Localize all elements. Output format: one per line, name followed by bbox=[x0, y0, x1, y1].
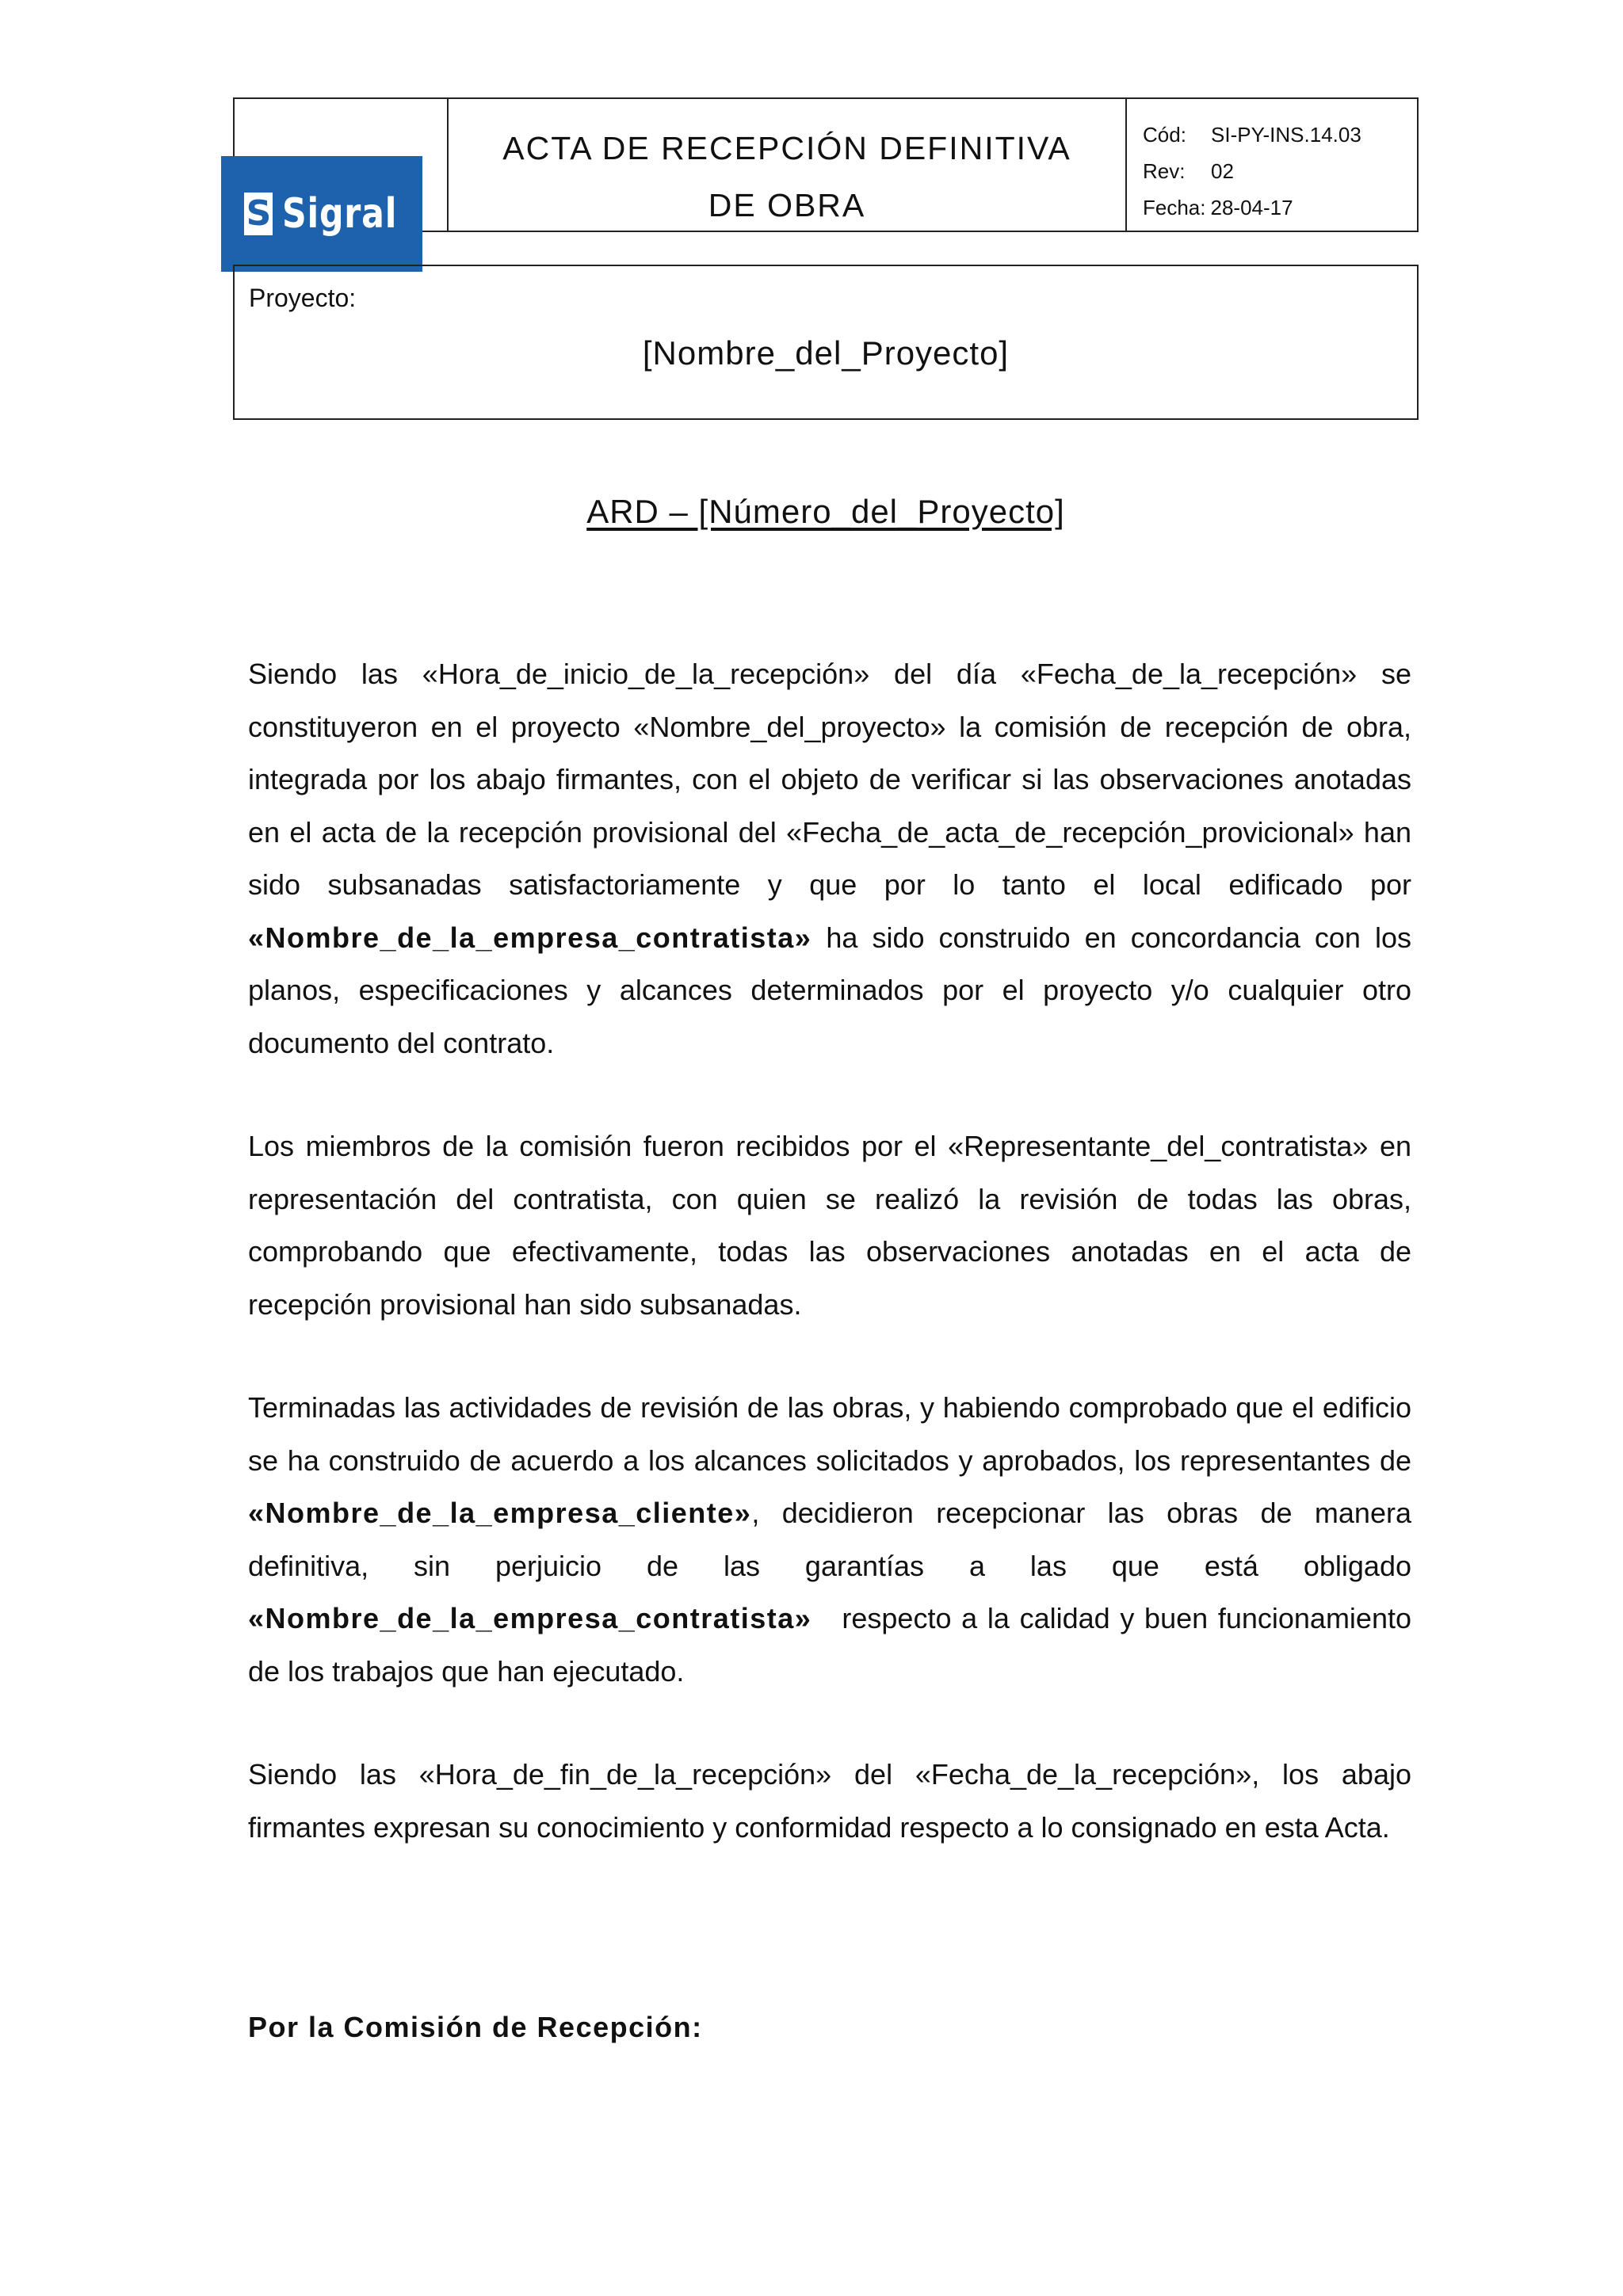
revision-label: Rev: bbox=[1143, 159, 1186, 183]
paragraph-1 bbox=[248, 648, 1411, 1070]
logo-mark-icon: S bbox=[244, 193, 273, 235]
paragraph-3-text-a: Terminadas las actividades de revisión de las obras, y habiendo comprobado que el edificio se ha construido de acuerdo a los alcances solicitados y aprobados, los representantes de bbox=[248, 1391, 1411, 1477]
paragraph-1-text-b: ha sido construido en concordancia con los planos, especificaciones y alcances determinados por el proyecto y/o cualquier otro documento del contrato. bbox=[248, 921, 1411, 1059]
document-title bbox=[449, 120, 1125, 234]
paragraph-4: Siendo las «Hora_de_fin_de_la_recepción» del «Fecha_de_la_recepción», los abajo firmantes expresan su conocimiento y conformidad respecto a lo consignado en esta Acta. bbox=[248, 1758, 1411, 1844]
project-box bbox=[233, 265, 1419, 420]
document-metadata bbox=[1143, 116, 1361, 226]
revision-row bbox=[1143, 153, 1361, 189]
paragraph-3-contractor-field: «Nombre_de_la_empresa_contratista» bbox=[248, 1602, 812, 1634]
project-name: [Nombre_del_Proyecto] bbox=[642, 334, 1010, 372]
code-value: SI-PY-INS.14.03 bbox=[1211, 123, 1361, 147]
code-label: Cód: bbox=[1143, 123, 1186, 147]
revision-value: 02 bbox=[1211, 159, 1234, 183]
paragraph-1-contractor-field: «Nombre_de_la_empresa_contratista» bbox=[248, 921, 812, 954]
paragraph-1-text-a: Siendo las «Hora_de_inicio_de_la_recepción» del día «Fecha_de_la_recepción» se constituyeron en el proyecto «Nombre_del_proyecto» la comisión de recepción de obra, integrada por los abajo firmantes, con el objeto de verificar si las observaciones anotadas en el acta de la recepción provisional del «Fecha_de_acta_de_recepción_provicional» han sido subsanadas satisfactoriamente y que por lo tanto el local edificado por bbox=[248, 658, 1411, 901]
logo-text: Sigral bbox=[282, 190, 398, 238]
document-title-line-2: DE OBRA bbox=[708, 187, 866, 223]
document-number-heading: ARD – [Número_del_Proyecto] bbox=[586, 493, 1065, 530]
document-title-line-1: ACTA DE RECEPCIÓN DEFINITIVA bbox=[502, 130, 1071, 166]
paragraph-3-text-b: , decidieron recepcionar las obras de manera definitiva, sin perjuicio de las garantías a las que está obligado bbox=[248, 1497, 1411, 1582]
date-value: 28-04-17 bbox=[1210, 196, 1293, 219]
paragraph-2: Los miembros de la comisión fueron recibidos por el «Representante_del_contratista» en representación del contratista, con quien se realizó la revisión de todas las obras, comprobando que efectivamente, todas las observaciones anotadas en el acta de recepción provisional han sido subsanadas. bbox=[248, 1130, 1411, 1321]
paragraph-3-client-field: «Nombre_de_la_empresa_cliente» bbox=[248, 1497, 752, 1529]
project-label: Proyecto: bbox=[249, 284, 357, 312]
document-body bbox=[248, 648, 1420, 1905]
paragraph-3 bbox=[248, 1382, 1420, 1698]
header-divider-right bbox=[1125, 99, 1127, 231]
signature-heading: Por la Comisión de Recepción: bbox=[248, 2011, 703, 2043]
company-logo bbox=[221, 156, 422, 272]
date-label: Fecha: bbox=[1143, 196, 1206, 219]
paragraph-3-text-c: respecto a la calidad y buen funcionamiento de los trabajos que han ejecutado. bbox=[248, 1602, 1420, 1688]
code-row bbox=[1143, 116, 1361, 153]
date-row bbox=[1143, 189, 1361, 226]
